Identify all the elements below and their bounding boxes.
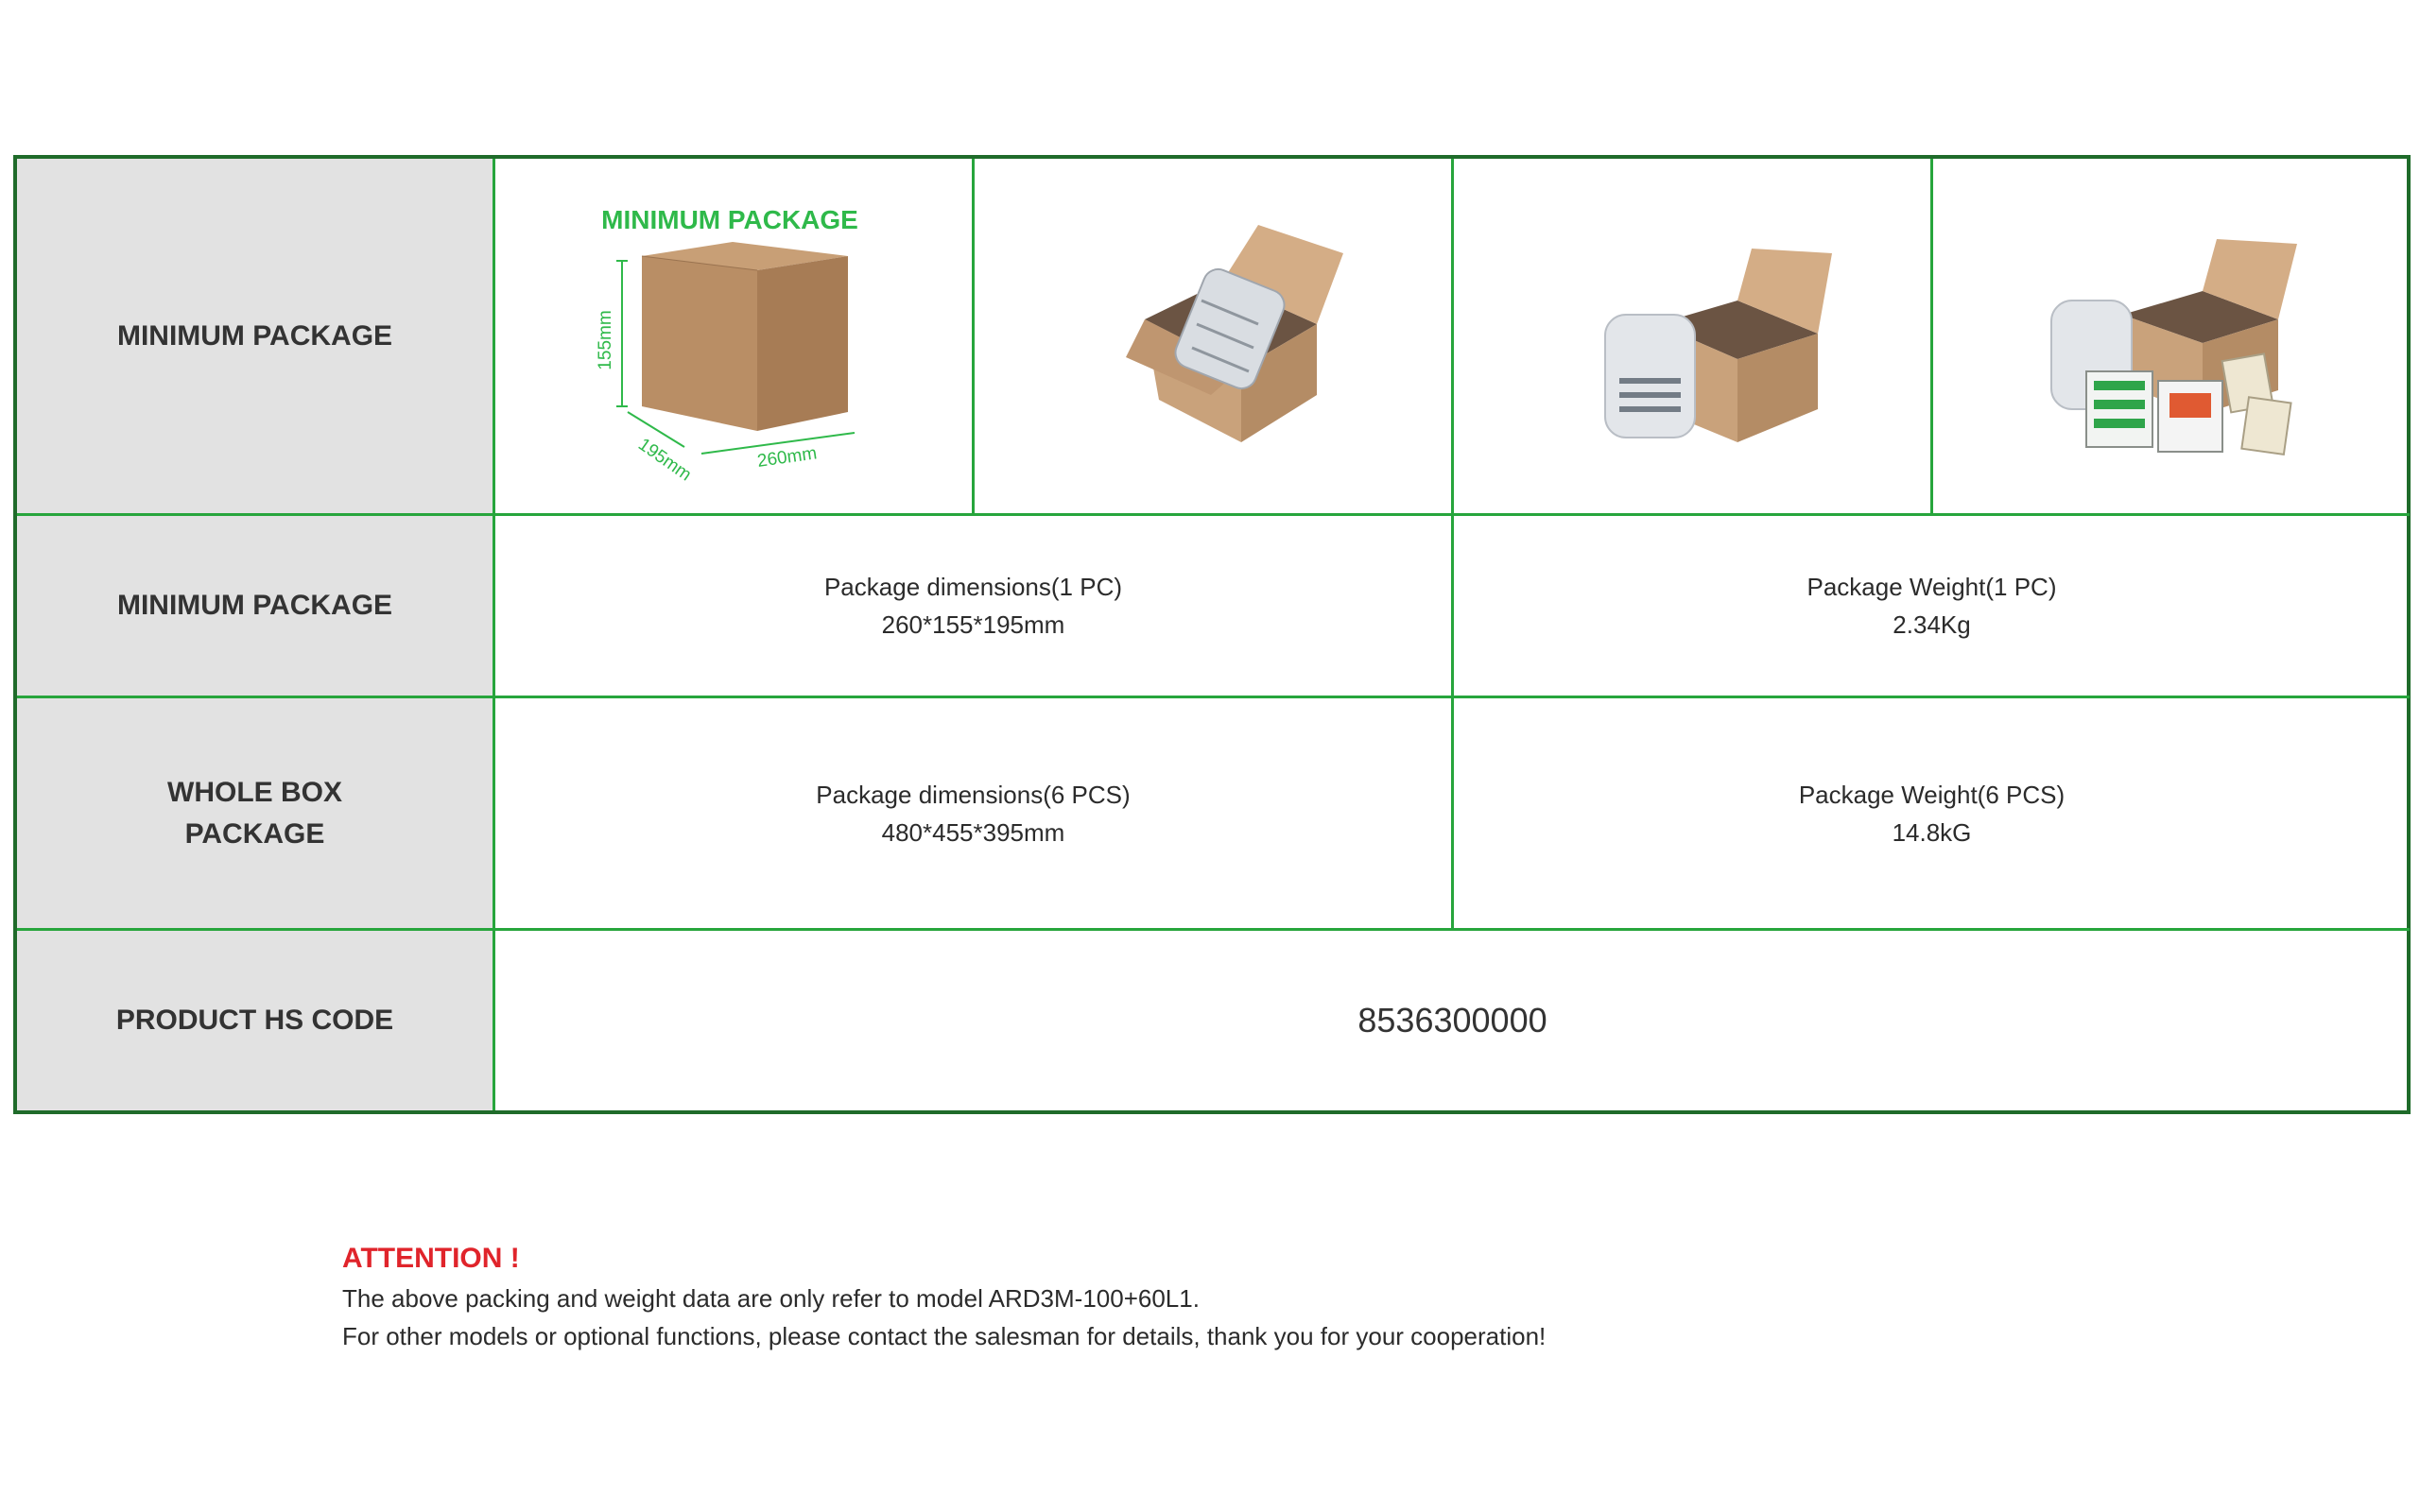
row-label-text: MINIMUM PACKAGE bbox=[116, 590, 393, 621]
image-title: MINIMUM PACKAGE bbox=[601, 205, 858, 234]
row-label-minimum-package bbox=[17, 159, 495, 516]
attention-line-1: The above packing and weight data are only refer to model ARD3M-100+60L1. bbox=[342, 1284, 1200, 1313]
dimensions-title: Package dimensions(1 PC) bbox=[823, 573, 1123, 601]
image-minimum-package-dimensions bbox=[495, 159, 975, 516]
image-open-box-air-cushion bbox=[975, 159, 1454, 516]
row-label-line2: PACKAGE bbox=[184, 817, 325, 850]
dimensions-title: Package dimensions(6 PCS) bbox=[816, 780, 1131, 809]
row-label-text: PRODUCT HS CODE bbox=[115, 1005, 394, 1036]
image-box-with-products bbox=[1933, 159, 2410, 516]
dimension-height: 155mm bbox=[596, 310, 615, 370]
hs-code-value bbox=[495, 931, 2410, 1110]
dimensions-value: 260*155*195mm bbox=[881, 610, 1065, 639]
package-weight-1pc bbox=[1454, 516, 2410, 698]
weight-value: 2.34Kg bbox=[1893, 610, 1971, 639]
package-table bbox=[13, 155, 2411, 1114]
row-label-text: MINIMUM PACKAGE bbox=[116, 319, 393, 352]
image-box-and-bubble-bag bbox=[1454, 159, 1933, 516]
box-and-bubble-bag-icon bbox=[1454, 159, 1930, 513]
weight-title: Package Weight(6 PCS) bbox=[1798, 780, 2066, 809]
row-label-line1: WHOLE BOX bbox=[167, 776, 342, 808]
dimension-depth: 195mm bbox=[634, 434, 696, 486]
attention-line-2: For other models or optional functions, please contact the salesman for details, thank you for your cooperation! bbox=[342, 1322, 1547, 1350]
package-weight-6pcs bbox=[1454, 698, 2410, 931]
box-with-meter-products-icon bbox=[1933, 159, 2410, 513]
weight-value: 14.8kG bbox=[1892, 817, 1972, 847]
package-dimensions-6pcs bbox=[495, 698, 1454, 931]
dimensions-value: 480*455*395mm bbox=[881, 817, 1065, 847]
weight-title: Package Weight(1 PC) bbox=[1806, 573, 2057, 601]
attention-title: ATTENTION ! bbox=[342, 1243, 520, 1274]
hs-code-text: 8536300000 bbox=[1357, 1001, 1547, 1040]
attention-notice bbox=[342, 1238, 1546, 1355]
row-label-product-hs-code bbox=[17, 931, 495, 1110]
box-dimension-illustration-icon bbox=[495, 159, 972, 513]
package-dimensions-1pc bbox=[495, 516, 1454, 698]
row-label-minimum-package-2 bbox=[17, 516, 495, 698]
open-box-with-air-cushion-icon bbox=[975, 159, 1451, 513]
row-label-whole-box-package bbox=[17, 698, 495, 931]
dimension-width: 260mm bbox=[755, 443, 819, 472]
